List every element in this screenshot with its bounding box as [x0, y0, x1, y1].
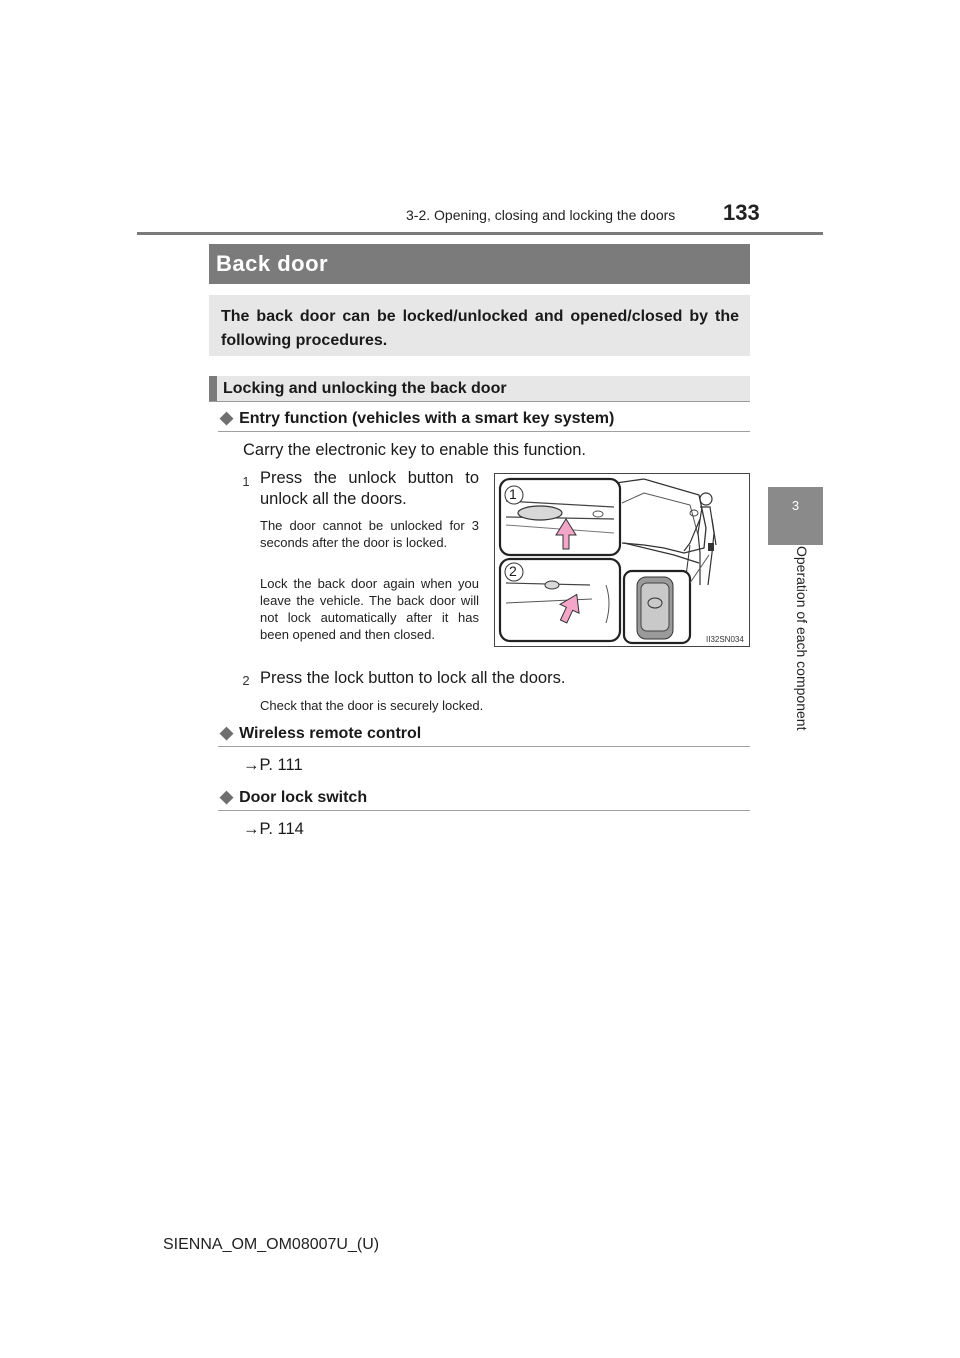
subheading-accent — [209, 376, 217, 401]
step-1-line-1: Press the unlock button to — [260, 469, 479, 487]
chapter-tab-label: Operation of each component — [794, 546, 810, 731]
callout-1: 1 — [509, 486, 517, 502]
intro-text: The back door can be locked/unlocked and opened/closed by the following procedures. — [221, 308, 739, 349]
header-rule — [137, 232, 823, 235]
entry-function-heading — [220, 408, 614, 428]
door-lock-switch-ref: →P. 114 — [243, 820, 304, 838]
diamond-icon: ◆ — [220, 787, 234, 806]
step-2-number: 2 — [242, 673, 250, 688]
illustration-svg — [494, 473, 750, 647]
wireless-remote-ref: →P. 111 — [243, 756, 303, 774]
step-1-line-2: unlock all the doors. — [260, 490, 407, 508]
wireless-remote-heading — [220, 723, 421, 743]
running-header-section: 3-2. Opening, closing and locking the doors — [406, 207, 676, 223]
entry-function-text: Carry the electronic key to enable this function. — [243, 441, 587, 459]
door-lock-switch-heading-text: Door lock switch — [239, 789, 368, 806]
subheading-underline — [209, 401, 750, 402]
step-1-note-1: The door cannot be unlocked for 3 seconds after the door is locked. — [260, 518, 479, 550]
step-2-text: Press the lock button to lock all the doors. — [260, 669, 566, 687]
heading-rule — [218, 810, 750, 811]
step-1-number: 1 — [242, 474, 250, 489]
heading-rule — [218, 431, 750, 432]
diamond-icon: ◆ — [220, 408, 234, 427]
figure-code: II32SN034 — [706, 635, 744, 644]
document-footer: SIENNA_OM_OM08007U_(U) — [163, 1236, 380, 1253]
chapter-tab-number: 3 — [791, 498, 800, 513]
diamond-icon: ◆ — [220, 723, 234, 742]
back-door-lock-illustration — [494, 473, 750, 647]
door-lock-switch-heading — [220, 787, 367, 807]
callout-2: 2 — [509, 563, 517, 579]
chapter-tab — [768, 487, 823, 545]
entry-function-heading-text: Entry function (vehicles with a smart key system) — [239, 410, 615, 427]
page-number: 133 — [723, 200, 760, 225]
wireless-remote-heading-text: Wireless remote control — [239, 725, 422, 742]
heading-rule — [218, 746, 750, 747]
page-title: Back door — [216, 251, 329, 276]
step-2-note: Check that the door is securely locked. — [260, 698, 484, 713]
step-1-note-2: Lock the back door again when you leave the vehicle. The back door will not lock automatically after it has been opened and then closed. — [260, 576, 479, 642]
subheading: Locking and unlocking the back door — [223, 380, 507, 397]
